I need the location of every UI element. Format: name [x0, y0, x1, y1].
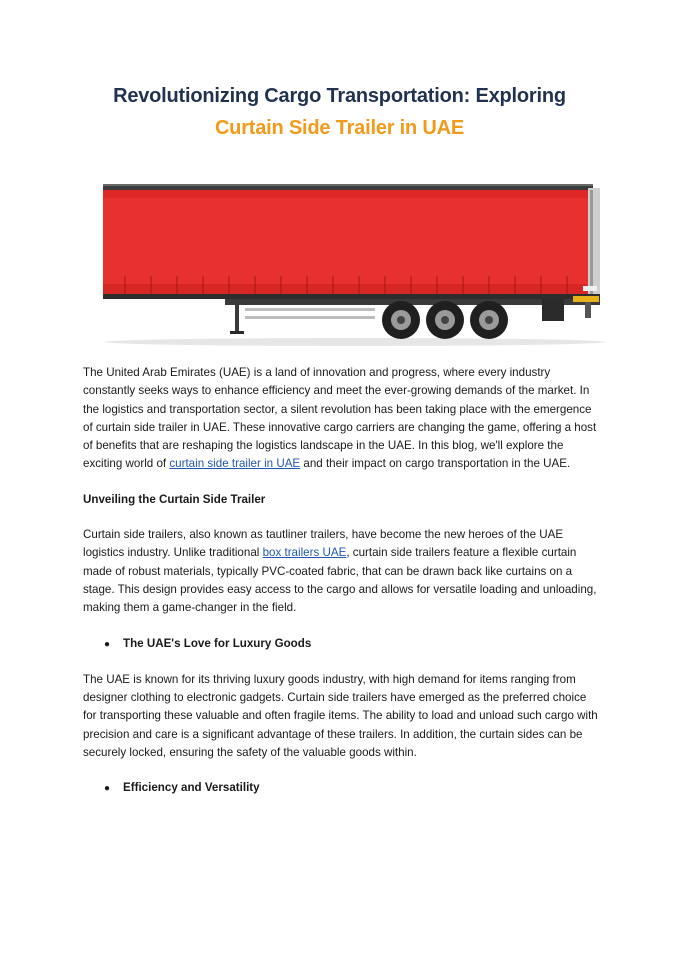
title-line-1: Revolutionizing Cargo Transportation: Exploring	[113, 85, 566, 107]
intro-text-before: The United Arab Emirates (UAE) is a land of innovation and progress, where every industry constantly seeks ways to enhance efficiency and meet the ever-growing demands of the market. In the logistics and transportation sector, a silent revolution has been taking place with the emergence of curtain side trailer in UAE. These innovative cargo carriers are changing the game, offering a host of benefits that are reshaping the logistics landscape in the UAE. In this blog, we'll explore the exciting world of	[83, 366, 597, 471]
bullet-icon: ●	[104, 783, 111, 795]
intro-paragraph	[83, 364, 603, 474]
curtain-side-trailer-link[interactable]: curtain side trailer in UAE	[169, 457, 301, 471]
bullet-heading-luxury	[83, 635, 603, 654]
section-heading-unveiling: Unveiling the Curtain Side Trailer	[83, 492, 266, 506]
box-trailers-link[interactable]: box trailers UAE	[262, 546, 347, 560]
curtain-side-trailer-image	[95, 178, 610, 348]
unveiling-text-after: , curtain side trailers feature a flexible curtain made of robust materials, typically PVC-coated fabric, that can be drawn back like curtains on a stage. This design provides easy access to the cargo and allows for versatile loading and unloading, making them a game-changer in the field.	[83, 546, 597, 615]
luxury-heading-text: The UAE's Love for Luxury Goods	[123, 636, 312, 650]
bullet-icon: ●	[104, 638, 111, 650]
article-body	[83, 364, 603, 799]
unveiling-text-before: Curtain side trailers, also known as tautliner trailers, have become the new heroes of the UAE logistics industry. Unlike traditional	[83, 528, 564, 560]
intro-text-after: and their impact on cargo transportation in the UAE.	[300, 457, 571, 471]
page-title	[0, 80, 679, 144]
luxury-paragraph: The UAE is known for its thriving luxury goods industry, with high demand for items ranging from designer clothing to electronic gadgets. Curtain side trailers have emerged as the preferred choice for transporting these valuable and often fragile items. The ability to load and unload such cargo with precision and care is a significant advantage of these trailers. In addition, the curtain sides can be securely locked, ensuring the safety of the valuable goods within.	[83, 672, 598, 760]
efficiency-heading-text: Efficiency and Versatility	[123, 781, 260, 795]
bullet-heading-efficiency	[83, 779, 603, 798]
title-line-2: Curtain Side Trailer in UAE	[214, 117, 465, 139]
unveiling-paragraph	[83, 526, 603, 617]
